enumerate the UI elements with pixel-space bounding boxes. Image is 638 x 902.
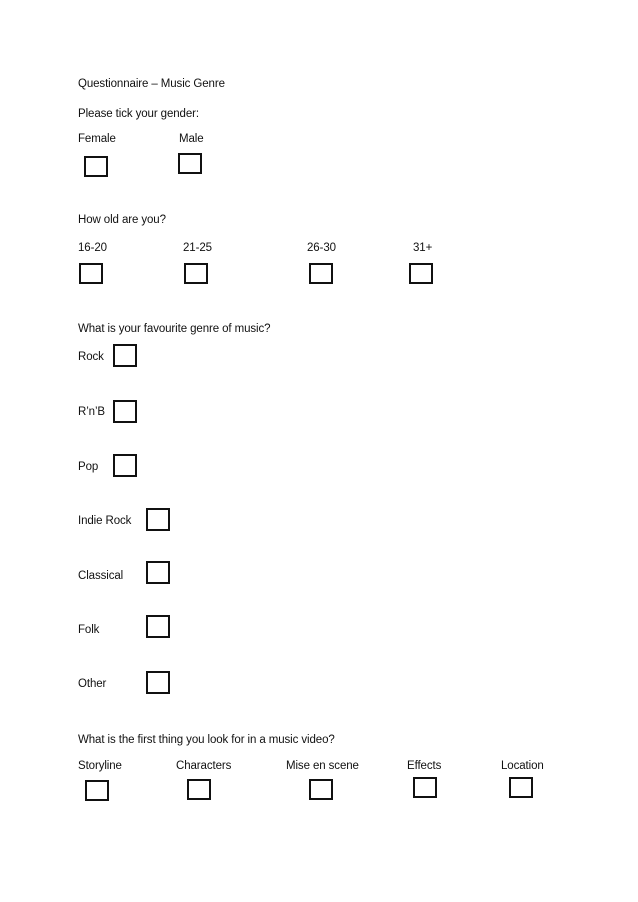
genre-other-checkbox[interactable] [146,671,170,694]
genre-question: What is your favourite genre of music? [78,323,271,335]
genre-option-label-folk: Folk [78,624,100,636]
age-option-label-16-20: 16-20 [78,242,107,254]
genre-folk-checkbox[interactable] [146,615,170,638]
gender-option-label-male: Male [179,133,204,145]
video-option-label-mise-en-scene: Mise en scene [286,760,359,772]
gender-option-label-female: Female [78,133,116,145]
video-effects-checkbox[interactable] [413,777,437,798]
age-21-25-checkbox[interactable] [184,263,208,284]
genre-classical-checkbox[interactable] [146,561,170,584]
genre-rock-checkbox[interactable] [113,344,137,367]
genre-option-label-rnb: R’n’B [78,406,105,418]
video-option-label-storyline: Storyline [78,760,122,772]
age-option-label-31-plus: 31+ [413,242,433,254]
age-option-label-21-25: 21-25 [183,242,212,254]
gender-female-checkbox[interactable] [84,156,108,177]
genre-pop-checkbox[interactable] [113,454,137,477]
age-question: How old are you? [78,214,166,226]
video-option-label-location: Location [501,760,544,772]
genre-option-label-indie-rock: Indie Rock [78,515,132,527]
gender-question: Please tick your gender: [78,108,199,120]
page-title: Questionnaire – Music Genre [78,78,225,90]
video-location-checkbox[interactable] [509,777,533,798]
genre-option-label-pop: Pop [78,461,99,473]
age-31-plus-checkbox[interactable] [409,263,433,284]
genre-option-label-rock: Rock [78,351,104,363]
genre-option-label-classical: Classical [78,570,124,582]
genre-indie-rock-checkbox[interactable] [146,508,170,531]
age-26-30-checkbox[interactable] [309,263,333,284]
genre-option-label-other: Other [78,678,107,690]
genre-rnb-checkbox[interactable] [113,400,137,423]
video-question: What is the first thing you look for in a music video? [78,734,335,746]
video-characters-checkbox[interactable] [187,779,211,800]
age-16-20-checkbox[interactable] [79,263,103,284]
video-option-label-characters: Characters [176,760,232,772]
gender-male-checkbox[interactable] [178,153,202,174]
age-option-label-26-30: 26-30 [307,242,336,254]
video-option-label-effects: Effects [407,760,442,772]
video-storyline-checkbox[interactable] [85,780,109,801]
video-mise-en-scene-checkbox[interactable] [309,779,333,800]
